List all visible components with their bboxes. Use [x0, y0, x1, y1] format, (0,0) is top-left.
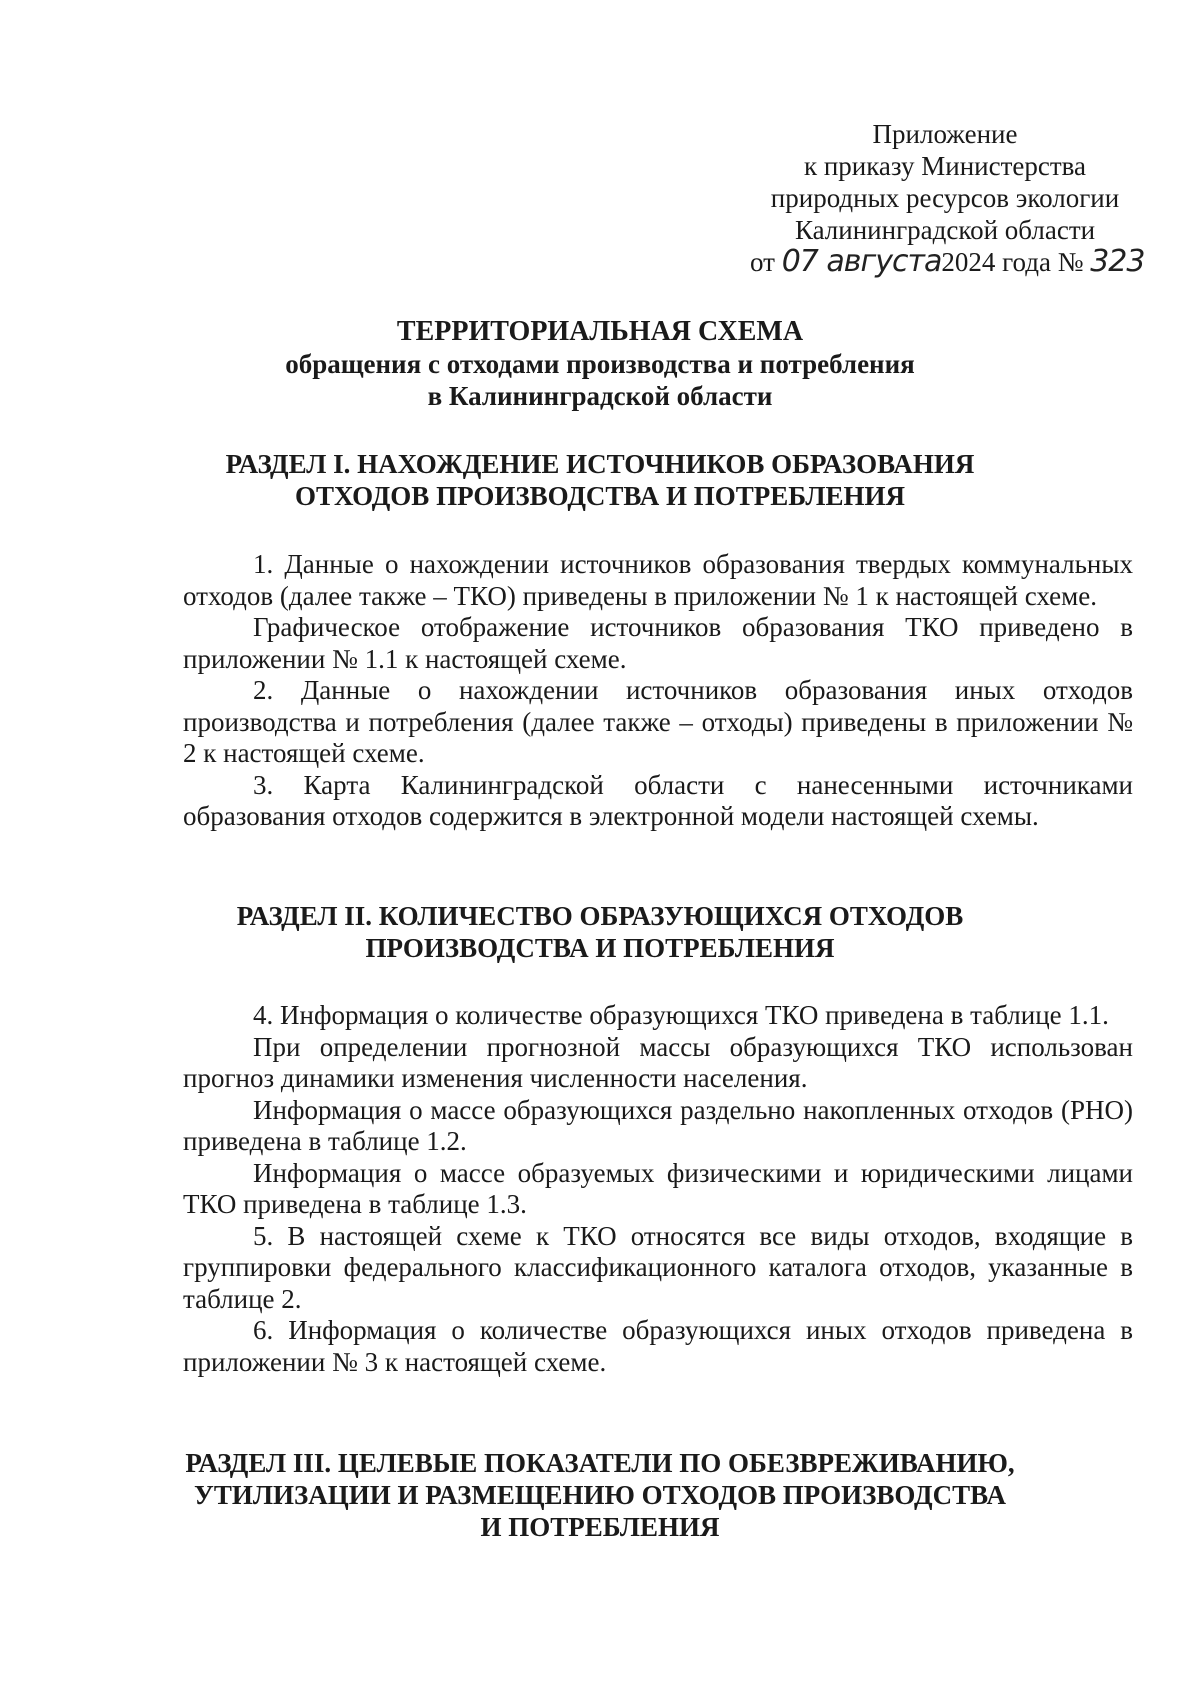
paragraph: Графическое отображение источников образования ТКО приведено в приложении № 1.1 к настоящей схеме. [183, 612, 1133, 674]
date-year: 2024 года № [941, 247, 1084, 277]
paragraph: Информация о массе образующихся раздельно накопленных отходов (РНО) приведена в таблице 1.2. [183, 1094, 1133, 1156]
paragraph: При определении прогнозной массы образующихся ТКО использован прогноз динамики изменения численности населения. [183, 1031, 1133, 1093]
handwritten-date: 07 августа [781, 244, 942, 279]
date-prefix: от [750, 247, 775, 277]
paragraph: 6. Информация о количестве образующихся иных отходов приведена в приложении № 3 к настоящей схеме. [183, 1315, 1133, 1377]
paragraph: 5. В настоящей схеме к ТКО относятся все виды отходов, входящие в группировки федерального классификационного каталога отходов, указанные в таблице 2. [183, 1220, 1133, 1314]
paragraph: Информация о массе образуемых физическими и юридическими лицами ТКО приведена в таблице 1.3. [183, 1157, 1133, 1219]
section-heading-line: ПРОИЗВОДСТВА И ПОТРЕБЛЕНИЯ [365, 933, 835, 963]
paragraph: 3. Карта Калининградской области с нанесенными источниками образования отходов содержится в электронной модели настоящей схемы. [183, 769, 1133, 831]
section-2-heading [180, 900, 1020, 964]
section-2-body [183, 1000, 1133, 1378]
handwritten-number: 323 [1090, 244, 1145, 279]
appendix-line: к приказу Министерства [803, 151, 1087, 181]
paragraph: 1. Данные о нахождении источников образования твердых коммунальных отходов (далее также – ТКО) приведены в приложении № 1 к настоящей схеме. [183, 549, 1133, 611]
section-3-heading [180, 1447, 1020, 1543]
appendix-line: Калининградской области [794, 215, 1096, 245]
section-heading-line: ОТХОДОВ ПРОИЗВОДСТВА И ПОТРЕБЛЕНИЯ [294, 481, 906, 511]
section-heading-line: УТИЛИЗАЦИИ И РАЗМЕЩЕНИЮ ОТХОДОВ ПРОИЗВОДСТВА [194, 1480, 1006, 1510]
appendix-date-line [750, 244, 1145, 279]
section-1-heading [180, 448, 1020, 512]
title-line: обращения с отходами производства и потребления [285, 349, 915, 379]
title-line: в Калининградской области [427, 381, 773, 411]
appendix-line: Приложение [872, 119, 1018, 149]
section-heading-line: РАЗДЕЛ III. ЦЕЛЕВЫЕ ПОКАЗАТЕЛИ ПО ОБЕЗВРЕЖИВАНИЮ, [185, 1448, 1015, 1478]
appendix-header [750, 118, 1145, 279]
paragraph: 4. Информация о количестве образующихся ТКО приведена в таблице 1.1. [253, 1000, 1109, 1030]
paragraph: 2. Данные о нахождении источников образования иных отходов производства и потребления (далее также – отходы) приведены в приложении № 2 к настоящей схеме. [183, 675, 1133, 768]
title-line: ТЕРРИТОРИАЛЬНАЯ СХЕМА [396, 316, 804, 347]
section-heading-line: РАЗДЕЛ I. НАХОЖДЕНИЕ ИСТОЧНИКОВ ОБРАЗОВАНИЯ [225, 449, 975, 479]
section-heading-line: РАЗДЕЛ II. КОЛИЧЕСТВО ОБРАЗУЮЩИХСЯ ОТХОДОВ [236, 901, 964, 931]
appendix-line: природных ресурсов экологии [770, 183, 1120, 213]
document-title [150, 316, 1050, 412]
section-1-body [183, 549, 1133, 833]
section-heading-line: И ПОТРЕБЛЕНИЯ [480, 1512, 720, 1542]
